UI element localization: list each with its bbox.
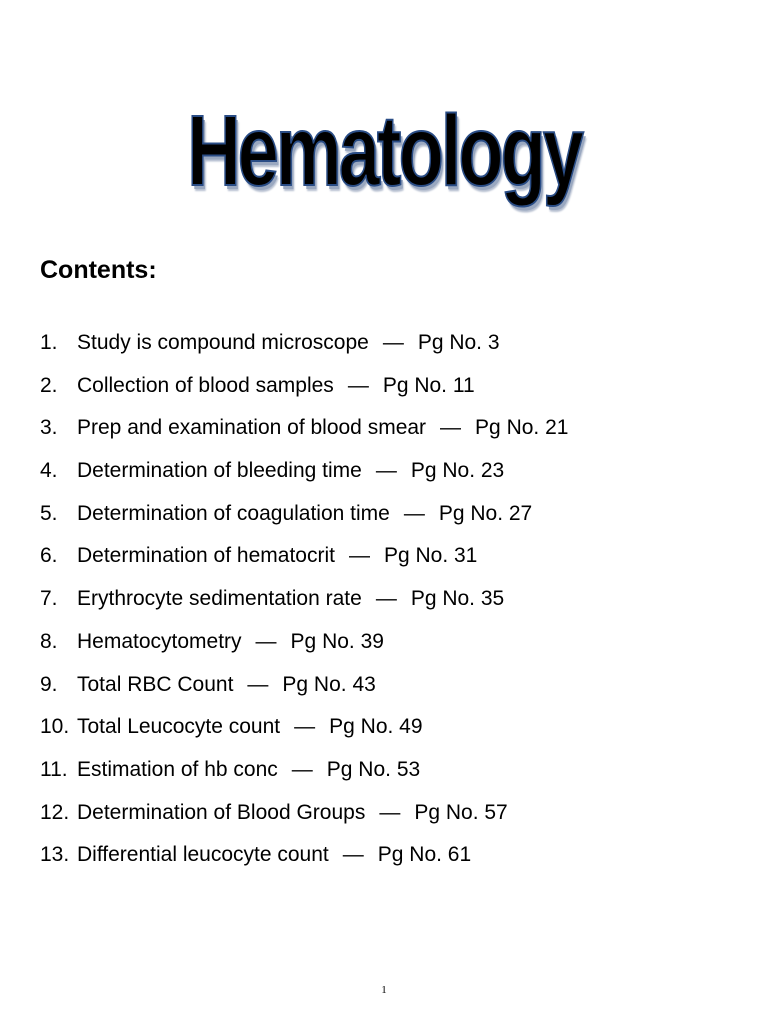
document-title: Hematology [187, 95, 581, 207]
toc-entry-title: Determination of Blood Groups [77, 800, 366, 824]
toc-entry-separator: — [247, 672, 269, 696]
toc-entry-separator: — [375, 587, 397, 611]
toc-entry-page: Pg No. 53 [326, 757, 421, 781]
toc-entry-number: 8. [40, 629, 58, 653]
table-of-contents [40, 325, 740, 880]
toc-entry [40, 709, 740, 752]
toc-entry-number: 12. [40, 800, 70, 824]
toc-entry-page: Pg No. 39 [290, 629, 384, 653]
toc-entry [40, 795, 740, 838]
toc-entry-separator: — [440, 416, 462, 440]
toc-entry-page: Pg No. 35 [410, 587, 505, 611]
toc-entry [40, 538, 740, 581]
title-container [0, 95, 768, 225]
toc-entry-page: Pg No. 3 [417, 331, 500, 354]
toc-entry-title: Estimation of hb conc [77, 757, 278, 781]
toc-entry [40, 496, 740, 539]
toc-entry-page: Pg No. 43 [282, 672, 376, 696]
toc-entry-page: Pg No. 49 [329, 715, 423, 739]
toc-entry-number: 11. [40, 757, 68, 781]
toc-entry-title: Total Leucocyte count [77, 715, 281, 739]
toc-entry-page: Pg No. 23 [410, 459, 505, 483]
toc-entry [40, 410, 740, 453]
toc-entry-separator: — [379, 800, 401, 824]
toc-entry-number: 13. [40, 843, 70, 867]
toc-entry [40, 837, 740, 880]
contents-heading: Contents: [40, 256, 157, 284]
toc-entry-title: Hematocytometry [77, 629, 242, 653]
toc-entry [40, 624, 740, 667]
toc-entry-number: 2. [40, 373, 58, 397]
toc-entry [40, 667, 740, 710]
toc-entry-separator: — [347, 373, 369, 397]
toc-entry-title: Determination of hematocrit [77, 544, 335, 568]
toc-entry-separator: — [342, 843, 364, 867]
toc-entry-number: 1. [40, 331, 58, 354]
toc-entry-number: 10. [40, 715, 70, 739]
toc-entry-title: Determination of coagulation time [77, 501, 390, 525]
toc-entry-page: Pg No. 27 [438, 501, 533, 525]
toc-entry-page: Pg No. 11 [382, 373, 475, 397]
toc-entry-page: Pg No. 61 [377, 843, 472, 867]
toc-entry-title: Collection of blood samples [77, 373, 334, 397]
toc-entry-separator: — [382, 331, 404, 354]
toc-entry-separator: — [291, 757, 313, 781]
toc-entry [40, 581, 740, 624]
toc-entry-title: Prep and examination of blood smear [77, 416, 427, 440]
toc-entry [40, 752, 740, 795]
toc-entry-number: 6. [40, 544, 58, 568]
toc-entry-number: 4. [40, 459, 58, 483]
toc-entry [40, 368, 740, 411]
toc-entry-separator: — [255, 629, 277, 653]
page-number: 1 [381, 984, 387, 996]
toc-entry-title: Total RBC Count [77, 672, 234, 696]
toc-entry-page: Pg No. 31 [383, 544, 478, 568]
toc-entry-page: Pg No. 21 [475, 416, 569, 440]
toc-entry-title: Erythrocyte sedimentation rate [77, 587, 362, 611]
toc-entry-number: 7. [40, 587, 58, 611]
toc-entry-page: Pg No. 57 [414, 800, 508, 824]
toc-entry-number: 5. [40, 501, 58, 525]
toc-entry-separator: — [294, 715, 316, 739]
toc-entry [40, 325, 740, 368]
toc-entry-title: Determination of bleeding time [77, 459, 362, 483]
toc-entry-title: Study is compound microscope [77, 331, 369, 354]
toc-entry [40, 453, 740, 496]
toc-entry-number: 3. [40, 416, 58, 440]
toc-entry-separator: — [403, 501, 425, 525]
toc-entry-title: Differential leucocyte count [77, 843, 329, 867]
toc-entry-number: 9. [40, 672, 58, 696]
toc-entry-separator: — [348, 544, 370, 568]
toc-entry-separator: — [375, 459, 397, 483]
